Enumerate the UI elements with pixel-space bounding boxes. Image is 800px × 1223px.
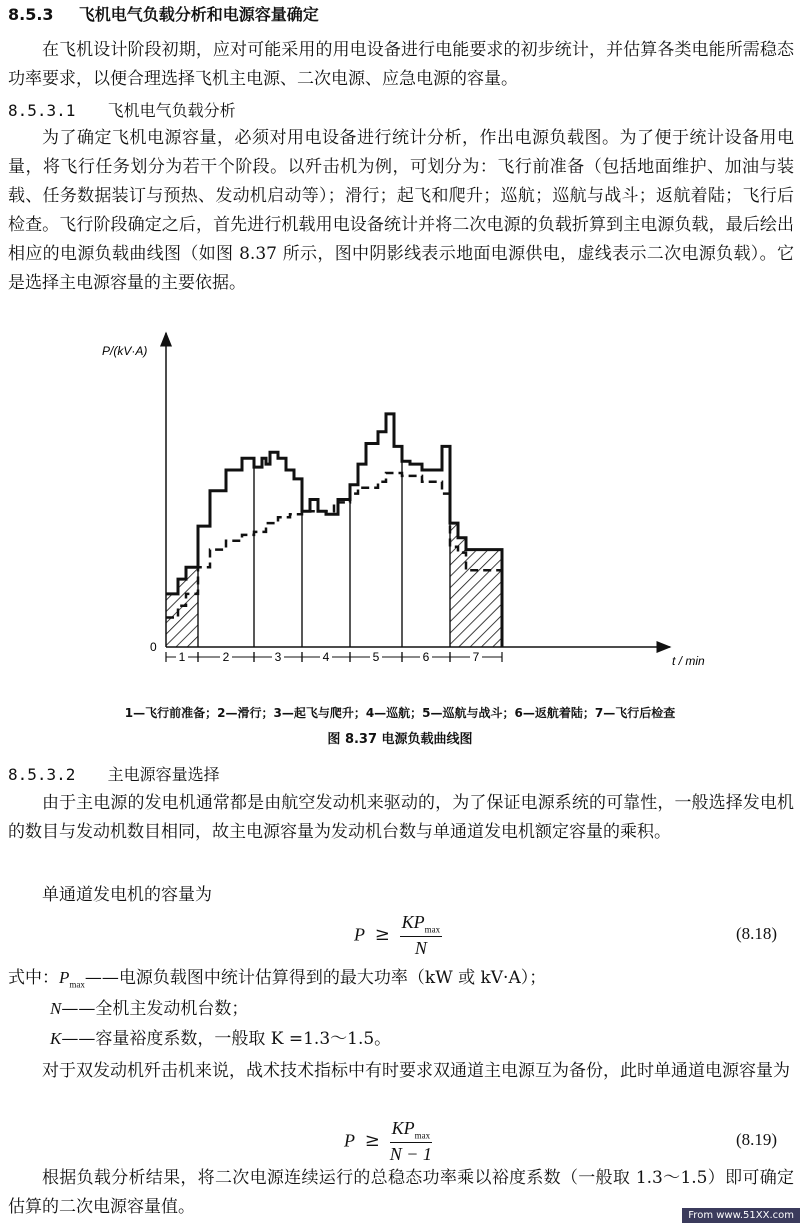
phase-label-4: 4 <box>322 650 330 664</box>
where-symbol-sub: max <box>69 979 85 990</box>
eq-lhs: P <box>354 924 365 945</box>
load-curve-chart <box>90 325 730 685</box>
figure-caption: 图 8.37 电源负载曲线图 <box>327 732 473 747</box>
origin-label: 0 <box>150 640 157 654</box>
phase-label-6: 6 <box>422 650 430 664</box>
eq-denominator: N − 1 <box>389 1143 432 1164</box>
where-item-n <box>50 994 248 1019</box>
where-symbol: K <box>50 1029 62 1048</box>
eq-denominator: N <box>414 937 427 958</box>
subsection-heading-2 <box>8 762 220 785</box>
where-item-pmax <box>8 963 546 989</box>
eq-numerator-sub: max <box>414 1130 431 1141</box>
equation-number-8-19: (8.19) <box>736 1130 778 1149</box>
subsection-title: 主电源容量选择 <box>107 765 220 784</box>
eq-numerator: KP <box>391 1118 415 1138</box>
eq-relation: ≥ <box>364 1130 380 1152</box>
where-item-k <box>50 1024 391 1049</box>
watermark-footer: From www.51XX.com <box>682 1208 800 1223</box>
phase-label-3: 3 <box>274 650 282 664</box>
eq-numerator: KP <box>401 912 425 932</box>
phase-label-2: 2 <box>222 650 230 664</box>
where-desc: ——容量裕度系数，一般取 K =1.3～1.5。 <box>61 1029 392 1049</box>
equation-8-18 <box>354 912 442 959</box>
secondary-power-paragraph: 根据负载分析结果，将二次电源连续运行的总稳态功率乘以裕度系数（一般取 1.3～1.5）即可确定估算的二次电源容量值。 <box>8 1168 794 1217</box>
phase-label-1: 1 <box>178 650 186 664</box>
subsection-heading-1 <box>8 98 236 121</box>
where-desc: ——电源负载图中统计估算得到的最大功率（kW 或 kV·A）； <box>84 968 547 988</box>
capacity-paragraph: 由于主电源的发电机通常都是由航空发动机来驱动的，为了保证电源系统的可靠性，一般选择发电机的数目与发动机数目相同，故主电源容量为发动机台数与单通道发电机额定容量的乘积。 <box>8 793 794 842</box>
phase-legend-caption: 1—飞行前准备；2—滑行；3—起飞与爬升；4—巡航；5—巡航与战斗；6—返航着陆；7—飞行后检查 <box>124 706 676 720</box>
subsection-number: 8.5.3.2 <box>8 765 76 784</box>
x-axis-label: t / min <box>672 654 705 668</box>
section-title: 飞机电气负载分析和电源容量确定 <box>78 5 319 24</box>
y-axis-label: P/(kV·A) <box>102 344 148 358</box>
subsection-number: 8.5.3.1 <box>8 101 76 120</box>
phase-label-7: 7 <box>472 650 480 664</box>
eq-numerator-sub: max <box>424 924 441 935</box>
phase-label-5: 5 <box>372 650 380 664</box>
section-heading <box>8 2 319 25</box>
subsection-title: 飞机电气负载分析 <box>107 101 236 120</box>
analysis-paragraph: 为了确定飞机电源容量，必须对用电设备进行统计分析，作出电源负载图。为了便于统计设备用电量，将飞行任务划分为若干个阶段。以歼击机为例，可划分为：飞行前准备（包括地面维护、加油与装载、任务数据装订与预热、发动机启动等）；滑行；起飞和爬升；巡航；巡航与战斗；返航着陆；飞行后检查。飞行阶段确定之后，首先进行机载用电设备统计并将二次电源的负载折算到主电源负载，最后绘出相应的电源负载曲线图（如图 8.37 所示，图中阴影线表示地面电源供电，虚线表示二次电源负载）。它是选择主电源容量的主要依据。 <box>8 128 794 293</box>
equation-8-19 <box>344 1118 432 1165</box>
section-number: 8.5.3 <box>8 5 54 24</box>
intro-paragraph: 在飞机设计阶段初期，应对可能采用的用电设备进行电能要求的初步统计，并估算各类电能所需稳态功率要求，以便合理选择飞机主电源、二次电源、应急电源的容量。 <box>8 40 794 89</box>
where-symbol: N <box>50 999 62 1018</box>
where-desc: ——全机主发动机台数； <box>61 999 249 1019</box>
eq-relation: ≥ <box>374 924 390 946</box>
eq-fraction <box>400 912 443 959</box>
dual-engine-paragraph: 对于双发动机歼击机来说，战术技术指标中有时要求双通道主电源互为备份，此时单通道电源容量为 <box>42 1061 790 1081</box>
shaded-phase-1 <box>166 526 198 647</box>
where-symbol: P <box>59 968 70 987</box>
equation-number-8-18: (8.18) <box>736 924 778 943</box>
equation-1-intro: 单通道发电机的容量为 <box>42 885 212 905</box>
where-prefix: 式中： <box>8 968 59 988</box>
eq-fraction <box>390 1118 433 1165</box>
eq-lhs: P <box>344 1130 355 1151</box>
